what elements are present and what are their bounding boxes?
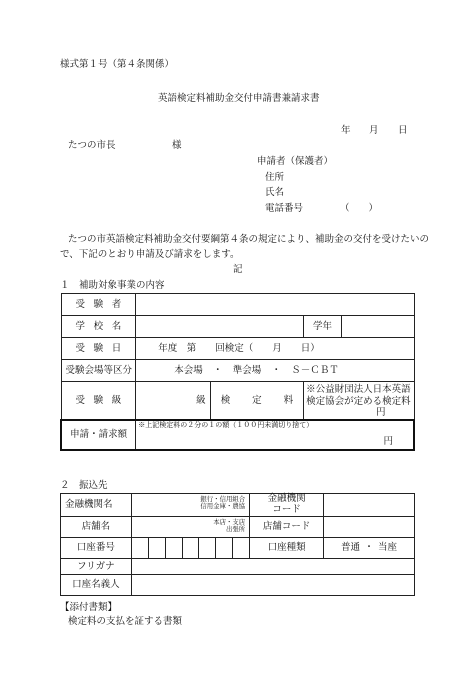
fee-unit: 円 — [375, 407, 386, 418]
venue-label: 受験会場等区分 — [61, 360, 136, 382]
bank-code-field[interactable] — [324, 494, 415, 517]
claim-note: ※上記検定料の２分の１の額（１００円未満切り捨て） — [138, 420, 314, 429]
venue-options[interactable] — [136, 360, 414, 382]
account-type-ordinary[interactable]: 普通 — [341, 542, 361, 554]
addressee-mayor: たつの市長 — [68, 140, 116, 151]
fee-cell[interactable] — [304, 382, 414, 420]
bank-label: 金融機関名 — [61, 494, 132, 517]
bank-types-2: 信用金庫・農協 — [200, 502, 246, 511]
level-label: 受験級 — [61, 382, 136, 420]
form-title: 英語検定料補助金交付申請書兼請求書 — [158, 93, 320, 104]
account-digit-box[interactable] — [233, 537, 250, 558]
date-year: 年 — [341, 125, 351, 136]
venue-separator: ・ — [271, 364, 281, 376]
bank-code-label — [250, 494, 324, 517]
applicant-address: 住所 — [265, 172, 285, 183]
bank-table — [60, 493, 415, 596]
project-table — [60, 293, 415, 451]
grade-label: 学年 — [304, 316, 342, 338]
applicant-phone: 電話番号 — [265, 203, 304, 214]
applicant-name: 氏名 — [265, 187, 285, 198]
account-digit-box[interactable] — [199, 537, 216, 558]
section1-heading: １ 補助対象事業の内容 — [60, 280, 165, 291]
level-unit[interactable]: 級 — [136, 382, 210, 420]
form-number: 様式第１号（第４条関係） — [60, 59, 175, 70]
claim-label: 申請・請求額 — [61, 420, 136, 450]
account-digit-box[interactable] — [182, 537, 199, 558]
venue-separator: ・ — [212, 364, 223, 376]
bank-types-1: 銀行・信用組合 — [200, 495, 246, 503]
account-digit-box[interactable] — [165, 537, 182, 558]
bank-name-field[interactable] — [131, 494, 249, 517]
venue-main[interactable]: 本会場 — [174, 364, 203, 376]
examinee-label: 受験者 — [61, 294, 136, 316]
bank-code-label-1: 金融機関 — [267, 493, 306, 504]
attachments-item: 検定料の支払を証する書類 — [68, 616, 183, 627]
claim-unit: 円 — [383, 436, 393, 447]
account-no-label: 口座番号 — [61, 537, 132, 558]
holder-field[interactable] — [131, 574, 414, 595]
account-type-current[interactable]: 当座 — [378, 542, 398, 554]
account-type-options[interactable] — [324, 537, 415, 558]
body-text-line2: で、下記のとおり申請及び請求をします。 — [60, 249, 240, 260]
date-day: 日 — [398, 125, 408, 136]
branch-code-field[interactable] — [324, 516, 415, 537]
bank-code-label-2: コード — [272, 503, 301, 515]
addressee-honorific: 様 — [172, 140, 182, 151]
body-text-line1: たつの市英語検定料補助金交付要綱第４条の規定により、補助金の交付を受けたいの — [68, 234, 430, 245]
ki-mark: 記 — [233, 264, 243, 275]
applicant-label: 申請者（保護者） — [257, 156, 334, 167]
furigana-field[interactable] — [131, 558, 414, 574]
section2-heading: ２ 振込先 — [60, 480, 108, 491]
fee-note: ※公益財団法人日本英語検定協会が定める検定料 — [306, 384, 411, 407]
furigana-label: フリガナ — [61, 558, 132, 574]
branch-label: 店舗名 — [61, 516, 132, 537]
account-type-separator: ・ — [364, 542, 374, 554]
date-month: 月 — [369, 125, 379, 136]
account-digit-box[interactable] — [216, 537, 233, 558]
examinee-field[interactable] — [136, 294, 414, 316]
account-digit-box[interactable] — [131, 537, 148, 558]
attachments-heading: 【添付書類】 — [60, 602, 118, 613]
school-label: 学校名 — [61, 316, 136, 338]
venue-cbt[interactable]: Ｓ－ＣＢＴ — [291, 364, 339, 376]
venue-sub[interactable]: 準会場 — [232, 364, 262, 376]
grade-field[interactable] — [341, 316, 414, 338]
account-digit-box[interactable] — [148, 537, 165, 558]
branch-types-2: 出張所 — [225, 525, 246, 534]
exam-date-label: 受験日 — [61, 338, 136, 360]
applicant-phone-parens: （ ） — [340, 203, 379, 214]
school-field[interactable] — [136, 316, 304, 338]
claim-cell[interactable] — [136, 420, 414, 450]
holder-label: 口座名義人 — [61, 574, 132, 595]
account-type-label: 口座種類 — [250, 537, 324, 558]
exam-date-value[interactable]: 年度 第 回検定（ 月 日） — [136, 338, 414, 360]
branch-code-label: 店舗コード — [250, 516, 324, 537]
branch-name-field[interactable] — [131, 516, 249, 537]
branch-types-1: 本店・支店 — [213, 517, 246, 526]
fee-label: 検定料 — [210, 382, 303, 420]
